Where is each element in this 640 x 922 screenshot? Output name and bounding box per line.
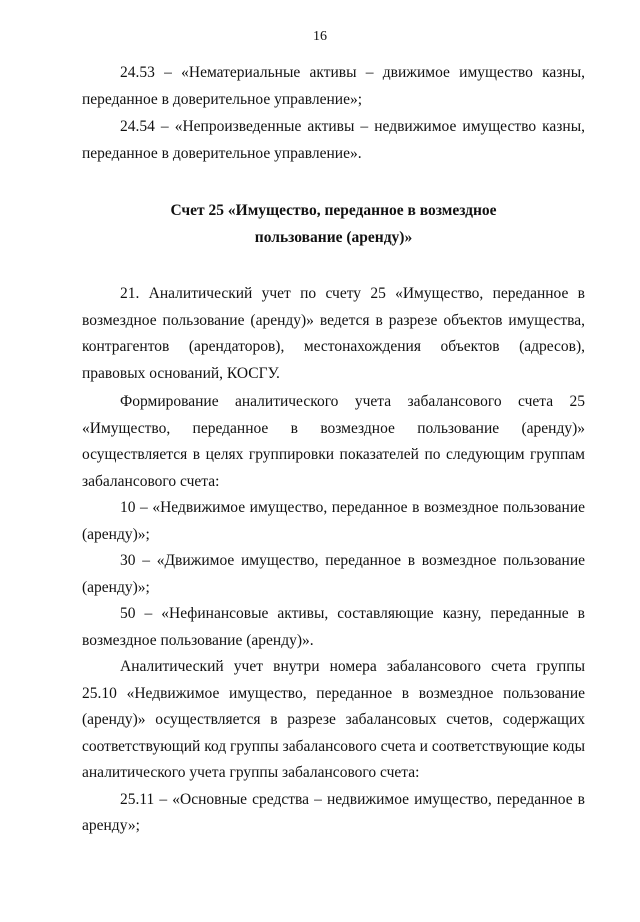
section-heading-line-2: пользование (аренду)» (254, 229, 413, 246)
document-body (82, 60, 585, 840)
section-heading (82, 197, 585, 251)
paragraph-24-53: 24.53 – «Нематериальные активы – движимое имущество казны, переданное в доверительное управление»; (82, 64, 585, 108)
section-heading-line-1: Счет 25 «Имущество, переданное в возмездное (170, 202, 497, 219)
paragraph-24-54: 24.54 – «Непроизведенные активы – недвижимое имущество казны, переданное в доверительное управление». (82, 118, 585, 162)
paragraph-group-30: 30 – «Движимое имущество, переданное в возмездное пользование (аренду)»; (82, 552, 585, 596)
paragraph-analytics-25-10: Аналитический учет внутри номера забалансового счета группы 25.10 «Недвижимое имущество, переданное в возмездное пользование (аренду)» осуществляется в разрезе забалансовых счетов, содержащих соответствующий код группы забалансового счета и соответствующие коды аналитического учета группы забалансового счета: (82, 658, 585, 781)
paragraph-25-11: 25.11 – «Основные средства – недвижимое имущество, переданное в аренду»; (82, 790, 585, 834)
page-number: 16 (313, 29, 327, 44)
paragraph-formation: Формирование аналитического учета забалансового счета 25 «Имущество, переданное в возмездное пользование (аренду)» осуществляется в целях группировки показателей по следующим группам забалансового счета: (82, 393, 585, 490)
paragraph-group-10: 10 – «Недвижимое имущество, переданное в возмездное пользование (аренду)»; (82, 499, 585, 543)
paragraph-group-50: 50 – «Нефинансовые активы, составляющие казну, переданные в возмездное пользование (аренду)». (82, 605, 585, 649)
paragraph-21: 21. Аналитический учет по счету 25 «Имущество, переданное в возмездное пользование (аренду)» ведется в разрезе объектов имущества, контрагентов (арендаторов), местонахождения объектов (адресов), правовых оснований, КОСГУ. (82, 285, 585, 382)
